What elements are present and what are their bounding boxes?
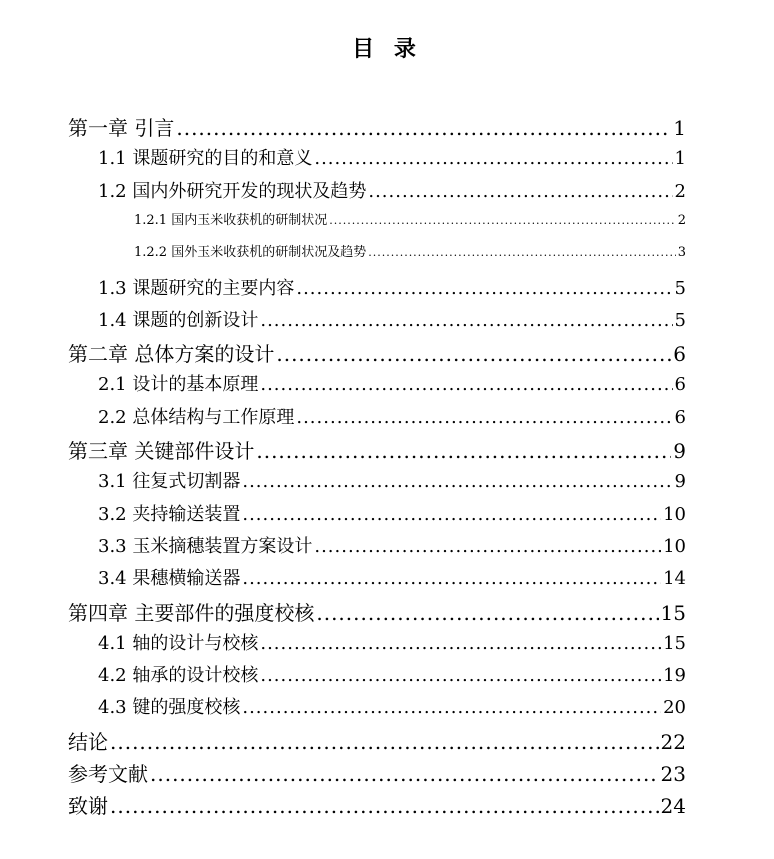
- toc-entry-page-number: 10: [663, 503, 686, 525]
- toc-entry-page-number: 5: [674, 277, 686, 299]
- toc-leader-dots: [296, 407, 672, 428]
- toc-entry-label: 1.1 课题研究的目的和意义: [98, 148, 313, 170]
- toc-entry[interactable]: [98, 403, 686, 435]
- toc-leader-dots: [110, 730, 659, 754]
- toc-entry-page-number: 5: [674, 309, 686, 331]
- toc-entry[interactable]: [98, 532, 686, 564]
- toc-entry[interactable]: [134, 241, 686, 273]
- toc-entry[interactable]: [98, 629, 686, 661]
- toc-entry[interactable]: [98, 177, 686, 209]
- toc-leader-dots: [242, 697, 661, 718]
- toc-leader-dots: [242, 471, 672, 492]
- toc-entry[interactable]: [68, 435, 686, 467]
- toc-entry[interactable]: [98, 467, 686, 499]
- toc-entry[interactable]: [134, 209, 686, 241]
- toc-entry-label: 第一章 引言: [68, 116, 175, 140]
- toc-entry[interactable]: [98, 661, 686, 693]
- toc-entry[interactable]: [68, 790, 686, 822]
- toc-leader-dots: [260, 633, 661, 654]
- toc-entry-label: 3.1 往复式切割器: [98, 471, 241, 493]
- toc-leader-dots: [242, 568, 661, 589]
- toc-entry-page-number: 20: [663, 697, 686, 719]
- toc-entry-label: 1.2.2 国外玉米收获机的研制状况及趋势: [134, 245, 367, 261]
- toc-entry-label: 4.2 轴承的设计校核: [98, 665, 259, 687]
- toc-leader-dots: [110, 794, 659, 818]
- toc-leader-dots: [316, 601, 658, 625]
- toc-entry-label: 第四章 主要部件的强度校核: [68, 600, 315, 625]
- toc-leader-dots: [176, 116, 671, 140]
- toc-leader-dots: [260, 374, 672, 395]
- toc-leader-dots: [260, 310, 672, 331]
- toc-leader-dots: [150, 762, 659, 786]
- toc-entry[interactable]: [68, 597, 686, 629]
- toc-entry-label: 2.2 总体结构与工作原理: [98, 406, 295, 428]
- toc-entry[interactable]: [68, 758, 686, 790]
- toc-entry[interactable]: [98, 370, 686, 402]
- toc-entry-label: 3.3 玉米摘穗装置方案设计: [98, 535, 313, 557]
- toc-entry-page-number: 23: [660, 762, 686, 786]
- toc-leader-dots: [260, 665, 661, 686]
- toc-leader-dots: [314, 148, 672, 169]
- toc-entry-label: 1.4 课题的创新设计: [98, 309, 259, 331]
- toc-entry[interactable]: [68, 112, 686, 144]
- page-title: 目 录: [352, 37, 422, 62]
- toc-entry-label: 结论: [68, 729, 108, 754]
- toc-entry-label: 致谢: [68, 794, 108, 819]
- toc-leader-dots: [276, 342, 671, 366]
- toc-entry-page-number: 3: [677, 245, 686, 261]
- toc-leader-dots: [256, 439, 671, 463]
- toc-entry-page-number: 9: [674, 471, 686, 493]
- toc-entry-page-number: 24: [660, 794, 686, 819]
- toc-entry-label: 第三章 关键部件设计: [68, 439, 255, 463]
- toc-entry-page-number: 6: [674, 374, 686, 396]
- toc-entry-page-number: 15: [660, 600, 686, 625]
- toc-entry-label: 4.3 键的强度校核: [98, 697, 241, 719]
- toc-entry-page-number: 2: [674, 180, 686, 202]
- toc-entry-page-number: 6: [673, 342, 686, 367]
- toc-leader-dots: [314, 536, 661, 557]
- toc-entry[interactable]: [98, 693, 686, 725]
- toc-leader-dots: [242, 504, 661, 525]
- toc-entry-label: 3.4 果穗横输送器: [98, 568, 241, 590]
- toc-entry[interactable]: [98, 306, 686, 338]
- toc-entry-page-number: 9: [673, 439, 686, 463]
- toc-entry-page-number: 19: [663, 665, 686, 687]
- toc-entry-label: 第二章 总体方案的设计: [68, 342, 275, 367]
- toc-leader-dots: [329, 214, 676, 227]
- toc-entry[interactable]: [98, 500, 686, 532]
- toc-entry-page-number: 22: [660, 729, 686, 754]
- toc-entry[interactable]: [68, 726, 686, 758]
- toc-entry-label: 1.2 国内外研究开发的现状及趋势: [98, 180, 367, 202]
- toc-entry-page-number: 1: [673, 116, 686, 140]
- toc-entry[interactable]: [68, 338, 686, 370]
- toc-entry-page-number: 2: [677, 212, 686, 228]
- toc-entry-page-number: 1: [674, 148, 686, 170]
- toc-entry-page-number: 6: [674, 406, 686, 428]
- toc-entry-label: 3.2 夹持输送装置: [98, 503, 241, 525]
- toc-entry-label: 1.3 课题研究的主要内容: [98, 277, 295, 299]
- toc-entry-page-number: 15: [663, 632, 686, 654]
- toc-entry-label: 1.2.1 国内玉米收获机的研制状况: [134, 212, 328, 228]
- toc-entry[interactable]: [98, 564, 686, 596]
- toc-leader-dots: [296, 278, 672, 299]
- toc-leader-dots: [368, 246, 676, 259]
- toc-entry-page-number: 14: [663, 568, 686, 590]
- toc-leader-dots: [368, 181, 672, 202]
- toc-entry-label: 参考文献: [68, 762, 148, 786]
- toc-entry[interactable]: [98, 274, 686, 306]
- toc-entry-page-number: 10: [663, 535, 686, 557]
- toc-entry[interactable]: [98, 144, 686, 176]
- toc-entry-label: 4.1 轴的设计与校核: [98, 632, 259, 654]
- toc-entry-label: 2.1 设计的基本原理: [98, 374, 259, 396]
